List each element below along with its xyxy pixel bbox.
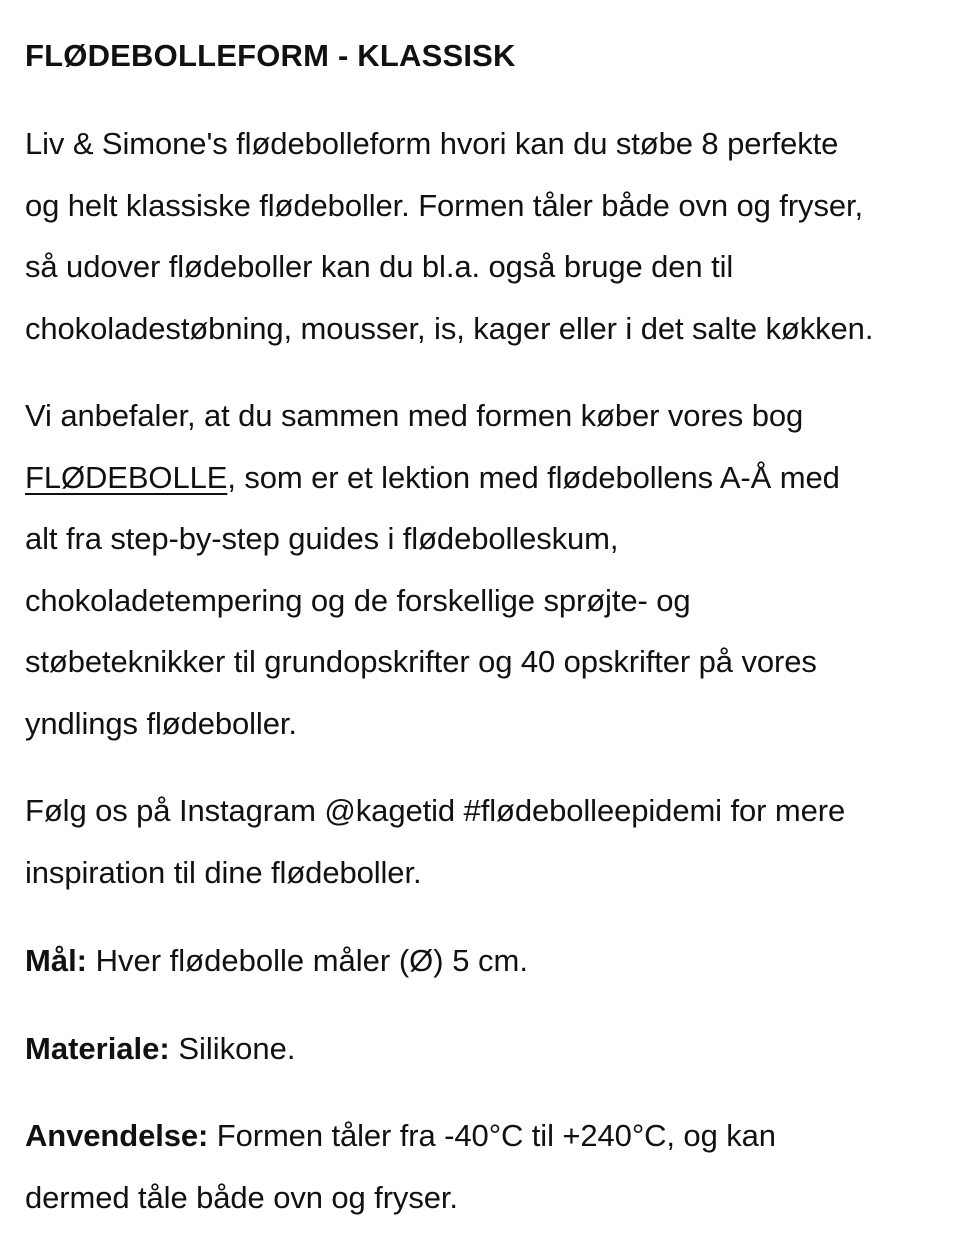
recommendation-paragraph [25,385,840,754]
usage-value: Formen tåler fra -40°C til +240°C, og kan [208,1118,776,1153]
recommendation-line: Vi anbefaler, at du sammen med formen køber vores bog [25,398,804,433]
intro-line: chokoladestøbning, mousser, is, kager eller i det salte køkken. [25,310,874,346]
intro-paragraph [25,113,873,359]
usage-line: dermed tåle både ovn og fryser. [25,1179,458,1215]
recommendation-line: alt fra step-by-step guides i flødebolleskum, [25,521,619,556]
usage-line [25,1105,776,1167]
size-spec [25,930,528,992]
recommendation-line [25,447,840,509]
product-title: FLØDEBOLLEFORM - KLASSISK [25,38,516,73]
material-label: Materiale: [25,1031,170,1066]
material-value: Silikone. [169,1031,296,1066]
intro-line: så udover flødeboller kan du bl.a. også bruge den til [25,249,734,284]
instagram-line: inspiration til dine flødeboller. [25,854,422,890]
recommendation-line: chokoladetempering og de forskellige sprøjte- og [25,582,691,618]
intro-line: Liv & Simone's flødebolleform hvori kan du støbe 8 perfekte [25,126,839,161]
recommendation-line-text: , som er et lektion med flødebollens A-Å med [227,459,840,495]
size-label: Mål: [25,943,87,978]
usage-spec [25,1105,776,1228]
intro-line: og helt klassiske flødeboller. Formen tåler både ovn og fryser, [25,187,864,223]
instagram-paragraph [25,780,845,903]
instagram-line: Følg os på Instagram @kagetid #flødebolleepidemi for mere [25,793,846,828]
size-value: Hver flødebolle måler (Ø) 5 cm. [87,943,528,978]
material-spec [25,1018,296,1080]
recommendation-line: støbeteknikker til grundopskrifter og 40 opskrifter på vores [25,644,817,679]
recommendation-line: yndlings flødeboller. [25,705,297,741]
book-link[interactable]: FLØDEBOLLE [25,459,228,495]
usage-label: Anvendelse: [25,1118,209,1153]
